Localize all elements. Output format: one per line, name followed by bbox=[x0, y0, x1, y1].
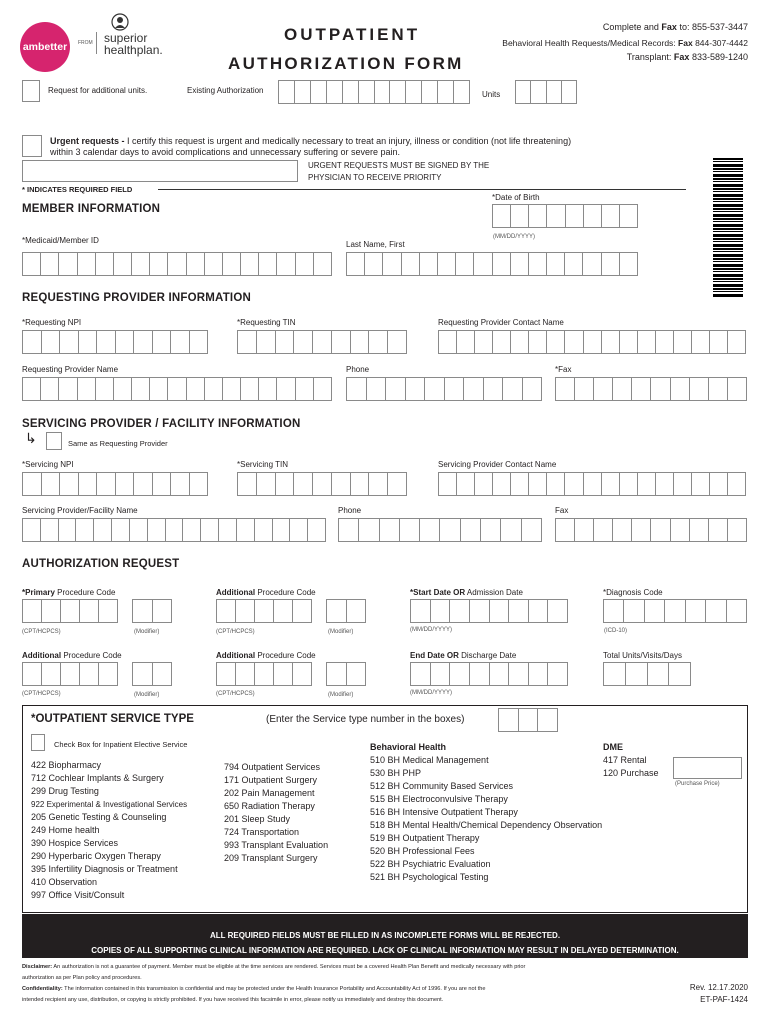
list-item: 712 Cochlear Implants & Surgery bbox=[31, 773, 164, 783]
servicing-tin-boxes[interactable] bbox=[237, 472, 407, 496]
list-item: 395 Infertility Diagnosis or Treatment bbox=[31, 864, 178, 874]
dme-title: DME bbox=[603, 742, 623, 752]
inpatient-elective-label: Check Box for Inpatient Elective Service bbox=[54, 740, 188, 749]
list-item: 922 Experimental & Investigational Services bbox=[31, 800, 188, 809]
superior-logo: superior healthplan. bbox=[104, 31, 163, 57]
list-item: 516 BH Intensive Outpatient Therapy bbox=[370, 807, 518, 817]
list-item: 249 Home health bbox=[31, 825, 100, 835]
cpt-hint-3: (CPT/HCPCS) bbox=[22, 691, 61, 697]
servicing-npi-boxes[interactable] bbox=[22, 472, 208, 496]
service-type-title: *OUTPATIENT SERVICE TYPE bbox=[31, 713, 194, 725]
requesting-section-title: REQUESTING PROVIDER INFORMATION bbox=[22, 292, 251, 304]
urgent-checkbox[interactable] bbox=[22, 135, 42, 157]
same-as-requesting-checkbox[interactable] bbox=[46, 432, 62, 450]
existing-auth-boxes[interactable] bbox=[278, 80, 470, 104]
disclaimer: Disclaimer: An authorization is not a guarantee of payment. Member must be eligible at the time services are rendered. Services must be a covered Health Plan Benefit and medically necessary with prior authorization as per Plan policy and procedures. Confidentiality: The information contained in this transmission is confidential and may be protected under the Health Insurance Portability and Accountability Act of 1996. If you are not the intended recipient any use, distribution, or copying is strictly prohibited. If you have received this facsimile in error, please notify us immediately and destroy this document. bbox=[22, 964, 526, 1003]
medicaid-id-boxes[interactable] bbox=[22, 252, 332, 276]
dob-label: *Date of Birth bbox=[492, 193, 540, 202]
service-list-col3 bbox=[370, 754, 602, 884]
list-item: 512 BH Community Based Services bbox=[370, 781, 514, 791]
list-item: 993 Transplant Evaluation bbox=[224, 840, 329, 850]
bh-title: Behavioral Health bbox=[370, 742, 447, 752]
banner-line-1: ALL REQUIRED FIELDS MUST BE FILLED IN AS INCOMPLETE FORMS WILL BE REJECTED. bbox=[209, 931, 561, 940]
servicing-phone-label: Phone bbox=[338, 506, 362, 515]
primary-cpt-boxes[interactable] bbox=[22, 599, 118, 623]
list-item: 209 Transplant Surgery bbox=[224, 853, 318, 863]
servicing-section-title: SERVICING PROVIDER / FACILITY INFORMATION bbox=[22, 418, 301, 430]
total-units-boxes[interactable] bbox=[603, 662, 691, 686]
list-item: 724 Transportation bbox=[224, 827, 300, 837]
total-units-label: Total Units/Visits/Days bbox=[603, 651, 682, 660]
list-item: 650 Radiation Therapy bbox=[224, 801, 315, 811]
form-title-line1: OUTPATIENT bbox=[284, 25, 421, 44]
date-hint-1: (MM/DD/YYYY) bbox=[410, 627, 452, 633]
end-date-label: End Date OR Discharge Date bbox=[410, 651, 517, 660]
additional-modifier-boxes-2[interactable] bbox=[132, 662, 172, 686]
banner-line-2: COPIES OF ALL SUPPORTING CLINICAL INFORMATION ARE REQUIRED. LACK OF CLINICAL INFORMATION MAY RESULT IN DELAYED DETERMINATION. bbox=[91, 946, 679, 955]
list-item: 205 Genetic Testing & Counseling bbox=[31, 812, 167, 822]
requesting-fax-label: *Fax bbox=[555, 365, 572, 374]
service-list-col2 bbox=[224, 761, 328, 865]
additional-modifier-boxes-3[interactable] bbox=[326, 662, 366, 686]
requesting-npi-boxes[interactable] bbox=[22, 330, 208, 354]
list-item: 521 BH Psychological Testing bbox=[370, 872, 489, 882]
primary-modifier-boxes[interactable] bbox=[132, 599, 172, 623]
servicing-tin-label: *Servicing TIN bbox=[237, 460, 288, 469]
requesting-contact-boxes[interactable] bbox=[438, 330, 746, 354]
divider bbox=[96, 32, 97, 54]
physician-signature-field[interactable] bbox=[22, 160, 298, 182]
cpt-hint-4: (CPT/HCPCS) bbox=[216, 691, 255, 697]
modifier-hint-1: (Modifier) bbox=[134, 629, 160, 635]
list-item: 201 Sleep Study bbox=[224, 814, 291, 824]
member-section-title: MEMBER INFORMATION bbox=[22, 203, 161, 215]
same-as-requesting-label: Same as Requesting Provider bbox=[68, 439, 168, 448]
additional-procedure-label-1: Additional Procedure Code bbox=[216, 588, 316, 597]
cpt-hint-1: (CPT/HCPCS) bbox=[22, 629, 61, 635]
fax-line-2: Behavioral Health Requests/Medical Records: Fax 844-307-4442 bbox=[502, 38, 748, 48]
list-item: 530 BH PHP bbox=[370, 768, 422, 778]
servicing-name-label: Servicing Provider/Facility Name bbox=[22, 506, 138, 515]
date-hint-2: (MM/DD/YYYY) bbox=[410, 690, 452, 696]
list-item: 515 BH Electroconvulsive Therapy bbox=[370, 794, 508, 804]
urgent-text: Urgent requests - I certify this request is urgent and medically necessary to treat an injury, illness or condition (not life threatening) bbox=[50, 136, 572, 146]
warning-banner bbox=[22, 914, 748, 958]
servicing-phone-boxes[interactable] bbox=[338, 518, 542, 542]
requesting-name-label: Requesting Provider Name bbox=[22, 365, 119, 374]
required-divider bbox=[158, 189, 686, 190]
form-code: ET-PAF-1424 bbox=[700, 995, 748, 1004]
additional-cpt-boxes-3[interactable] bbox=[216, 662, 312, 686]
dob-format: (MM/DD/YYYY) bbox=[493, 234, 535, 240]
existing-auth-label: Existing Authorization bbox=[187, 86, 264, 95]
diagnosis-boxes[interactable] bbox=[603, 599, 747, 623]
list-item: 422 Biopharmacy bbox=[31, 760, 102, 770]
form-title-line2: AUTHORIZATION FORM bbox=[228, 54, 464, 73]
additional-modifier-boxes-1[interactable] bbox=[326, 599, 366, 623]
requesting-contact-label: Requesting Provider Contact Name bbox=[438, 318, 564, 327]
list-item: 997 Office Visit/Consult bbox=[31, 890, 125, 900]
servicing-contact-boxes[interactable] bbox=[438, 472, 746, 496]
superior-emblem-icon bbox=[110, 13, 130, 31]
requesting-phone-label: Phone bbox=[346, 365, 370, 374]
last-first-label: Last Name, First bbox=[346, 240, 405, 249]
servicing-fax-label: Fax bbox=[555, 506, 569, 515]
list-item: 171 Outpatient Surgery bbox=[224, 775, 318, 785]
additional-cpt-boxes-2[interactable] bbox=[22, 662, 118, 686]
inpatient-elective-checkbox[interactable] bbox=[31, 734, 45, 751]
medicaid-id-label: *Medicaid/Member ID bbox=[22, 236, 99, 245]
revision: Rev. 12.17.2020 bbox=[689, 983, 748, 992]
dme-list bbox=[603, 754, 659, 780]
fax-line-1: Complete and Fax to: 855-537-3447 bbox=[602, 22, 748, 32]
list-item: 520 BH Professional Fees bbox=[370, 846, 475, 856]
additional-units-checkbox[interactable] bbox=[22, 80, 40, 102]
servicing-fax-boxes[interactable] bbox=[555, 518, 747, 542]
requesting-npi-label: *Requesting NPI bbox=[22, 318, 82, 327]
requesting-phone-boxes[interactable] bbox=[346, 377, 542, 401]
units-boxes[interactable] bbox=[515, 80, 577, 104]
dob-boxes[interactable] bbox=[492, 204, 638, 228]
list-item: 794 Outpatient Services bbox=[224, 762, 321, 772]
barcode bbox=[713, 158, 743, 298]
units-label: Units bbox=[482, 90, 501, 99]
ambetter-logo: ambetter bbox=[20, 22, 70, 72]
list-item: 519 BH Outpatient Therapy bbox=[370, 833, 480, 843]
service-type-boxes[interactable] bbox=[498, 708, 558, 732]
list-item: 120 Purchase bbox=[603, 768, 659, 778]
urgent-text-2: within 3 calendar days to avoid complications and unnecessary suffering or severe pain. bbox=[50, 147, 401, 157]
requesting-tin-label: *Requesting TIN bbox=[237, 318, 296, 327]
purchase-price-label: (Purchase Price) bbox=[675, 781, 720, 787]
additional-cpt-boxes-1[interactable] bbox=[216, 599, 312, 623]
from-label: FROM bbox=[78, 40, 93, 46]
list-item: 518 BH Mental Health/Chemical Dependency Observation bbox=[370, 820, 603, 830]
last-first-boxes[interactable] bbox=[346, 252, 638, 276]
service-list-col1 bbox=[31, 759, 187, 902]
icd-hint: (ICD-10) bbox=[604, 628, 628, 634]
modifier-hint-4: (Modifier) bbox=[328, 692, 354, 698]
additional-units-label: Request for additional units. bbox=[48, 86, 148, 95]
cpt-hint-2: (CPT/HCPCS) bbox=[216, 629, 255, 635]
list-item: 390 Hospice Services bbox=[31, 838, 119, 848]
servicing-npi-label: *Servicing NPI bbox=[22, 460, 74, 469]
required-field-note: * INDICATES REQUIRED FIELD bbox=[22, 185, 133, 194]
list-item: 510 BH Medical Management bbox=[370, 755, 489, 765]
primary-procedure-label: *Primary Procedure Code bbox=[22, 588, 116, 597]
additional-procedure-label-2: Additional Procedure Code bbox=[22, 651, 122, 660]
list-item: 522 BH Psychiatric Evaluation bbox=[370, 859, 491, 869]
service-type-instruction: (Enter the Service type number in the boxes) bbox=[266, 714, 465, 725]
servicing-contact-label: Servicing Provider Contact Name bbox=[438, 460, 557, 469]
urgent-sign-note-2: PHYSICIAN TO RECEIVE PRIORITY bbox=[308, 173, 442, 182]
start-date-label: *Start Date OR Admission Date bbox=[410, 588, 523, 597]
arrow-icon: ↳ bbox=[25, 430, 37, 446]
auth-section-title: AUTHORIZATION REQUEST bbox=[22, 558, 180, 570]
requesting-fax-boxes[interactable] bbox=[555, 377, 747, 401]
urgent-sign-note-1: URGENT REQUESTS MUST BE SIGNED BY THE bbox=[308, 161, 490, 170]
servicing-name-boxes[interactable] bbox=[22, 518, 326, 542]
diagnosis-label: *Diagnosis Code bbox=[603, 588, 663, 597]
purchase-price-field[interactable] bbox=[673, 757, 742, 779]
modifier-hint-2: (Modifier) bbox=[328, 629, 354, 635]
fax-line-3: Transplant: Fax 833-589-1240 bbox=[626, 52, 748, 62]
list-item: 202 Pain Management bbox=[224, 788, 315, 798]
list-item: 417 Rental bbox=[603, 755, 647, 765]
modifier-hint-3: (Modifier) bbox=[134, 692, 160, 698]
list-item: 290 Hyperbaric Oxygen Therapy bbox=[31, 851, 161, 861]
list-item: 299 Drug Testing bbox=[31, 786, 99, 796]
requesting-tin-boxes[interactable] bbox=[237, 330, 407, 354]
start-date-boxes[interactable] bbox=[410, 599, 568, 623]
additional-procedure-label-3: Additional Procedure Code bbox=[216, 651, 316, 660]
list-item: 410 Observation bbox=[31, 877, 98, 887]
end-date-boxes[interactable] bbox=[410, 662, 568, 686]
requesting-name-boxes[interactable] bbox=[22, 377, 332, 401]
